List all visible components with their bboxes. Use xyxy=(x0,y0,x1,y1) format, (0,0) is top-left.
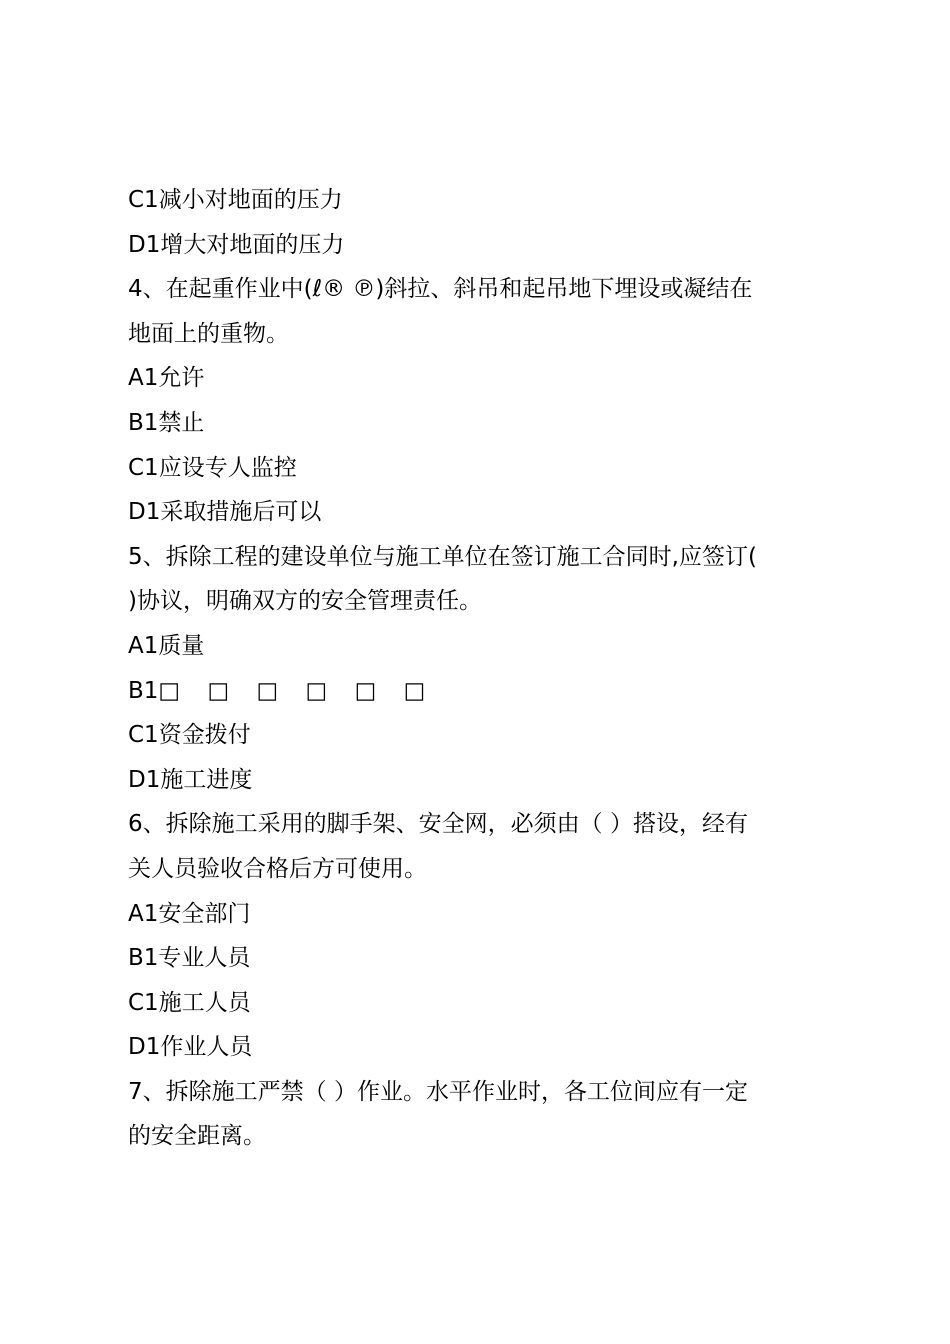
question-4-line-1: 4、在起重作业中(ℓ® ℗)斜拉、斜吊和起吊地下埋设或凝结在 xyxy=(128,276,753,303)
option-d-q6: D1作业人员 xyxy=(128,1034,253,1061)
option-b-q5 xyxy=(128,669,828,714)
option-b-q5-missing-glyphs: □ □ □ □ □ □ xyxy=(158,677,436,704)
option-a-q5: A1质量 xyxy=(128,632,205,659)
option-b-q4: B1禁止 xyxy=(128,409,205,436)
question-6-line-1: 6、拆除施工采用的脚手架、安全网，必须由（ ）搭设，经有 xyxy=(128,811,748,838)
option-a-q4: A1允许 xyxy=(128,365,205,392)
option-d-q4: D1采取措施后可以 xyxy=(128,499,322,526)
question-7-line-1: 7、拆除施工严禁（ ）作业。水平作业时，各工位间应有一定 xyxy=(128,1078,748,1105)
option-c-q3: C1减小对地面的压力 xyxy=(128,187,343,213)
question-7-line-2: 的安全距离。 xyxy=(128,1123,266,1150)
option-b-q6: B1专业人员 xyxy=(128,945,251,972)
option-b-q5-label: B1 xyxy=(128,677,159,704)
question-5-line-1: 5、拆除工程的建设单位与施工单位在签订施工合同时,应签订( xyxy=(128,543,757,570)
question-5-line-2: )协议，明确双方的安全管理责任。 xyxy=(128,588,482,615)
option-d-q5: D1施工进度 xyxy=(128,766,253,793)
question-text-block xyxy=(128,178,828,1159)
option-a-q6: A1安全部门 xyxy=(128,900,251,927)
option-c-q5: C1资金拨付 xyxy=(128,722,251,749)
option-d-q3: D1增大对地面的压力 xyxy=(128,231,345,258)
question-4-line-2: 地面上的重物。 xyxy=(128,320,289,347)
question-6-line-2: 关人员验收合格后方可使用。 xyxy=(128,855,427,882)
option-c-q6: C1施工人员 xyxy=(128,989,251,1016)
option-c-q4: C1应设专人监控 xyxy=(128,454,297,481)
